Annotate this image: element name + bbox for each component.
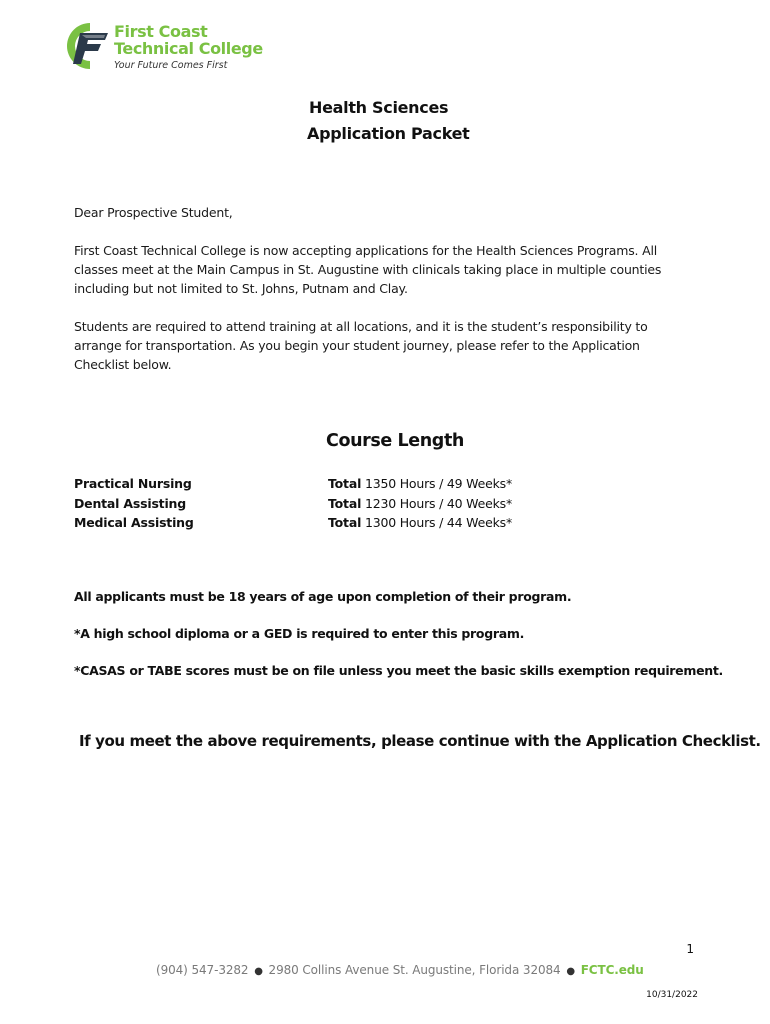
total-label: Total [328, 495, 362, 511]
footer-phone: (904) 547-3282 [156, 963, 249, 977]
course-total [328, 494, 512, 514]
course-row [74, 494, 694, 514]
college-logo [64, 20, 264, 72]
logo-wordmark [114, 24, 274, 71]
test-score-requirement: *CASAS or TABE scores must be on file unless you meet the basic skills exemption requirement. [74, 663, 723, 678]
fctc-logo-icon [64, 20, 116, 72]
course-row [74, 474, 694, 494]
footer-separator: ● [566, 966, 575, 977]
logo-line-technical-college: Technical College [114, 39, 263, 58]
course-name: Practical Nursing [74, 476, 192, 491]
transportation-paragraph: Students are required to attend training at all locations, and it is the student’s responsibility to arrange for transportation. As you begin your student journey, please refer to the Application Checklist below. [74, 319, 648, 372]
course-length-table [74, 474, 694, 533]
course-row [74, 513, 694, 533]
course-length-heading: Course Length [326, 431, 464, 451]
checklist-call-to-action: If you meet the above requirements, please continue with the Application Checklist. [79, 732, 761, 750]
footer-address: 2980 Collins Avenue St. Augustine, Florida 32084 [268, 963, 561, 977]
footer-separator: ● [254, 966, 263, 977]
total-label: Total [328, 515, 362, 530]
logo-tagline: Your Future Comes First [114, 60, 228, 71]
revision-date: 10/31/2022 [646, 990, 698, 1000]
course-total [328, 474, 512, 494]
total-label: Total [328, 476, 362, 491]
logo-line-first-coast: First Coast [114, 22, 208, 41]
course-duration: 1300 Hours / 44 Weeks* [364, 515, 512, 530]
course-name: Dental Assisting [74, 495, 186, 511]
age-requirement: All applicants must be 18 years of age upon completion of their program. [74, 589, 572, 604]
course-duration: 1230 Hours / 40 Weeks* [364, 495, 512, 511]
title-health-sciences: Health Sciences [309, 98, 449, 117]
page-number: 1 [686, 942, 694, 956]
salutation: Dear Prospective Student, [74, 205, 233, 220]
footer-contact [156, 963, 644, 977]
intro-paragraph: First Coast Technical College is now accepting applications for the Health Sciences Programs. All classes meet at the Main Campus in St. Augustine with clinicals taking place in multiple counties including but not limited to St. Johns, Putnam and Clay. [74, 243, 662, 296]
course-name: Medical Assisting [74, 515, 194, 530]
footer-website-link[interactable]: FCTC.edu [580, 963, 644, 977]
title-application-packet: Application Packet [307, 124, 470, 143]
course-total [328, 513, 512, 533]
diploma-requirement: *A high school diploma or a GED is required to enter this program. [74, 626, 525, 641]
course-duration: 1350 Hours / 49 Weeks* [364, 476, 512, 491]
